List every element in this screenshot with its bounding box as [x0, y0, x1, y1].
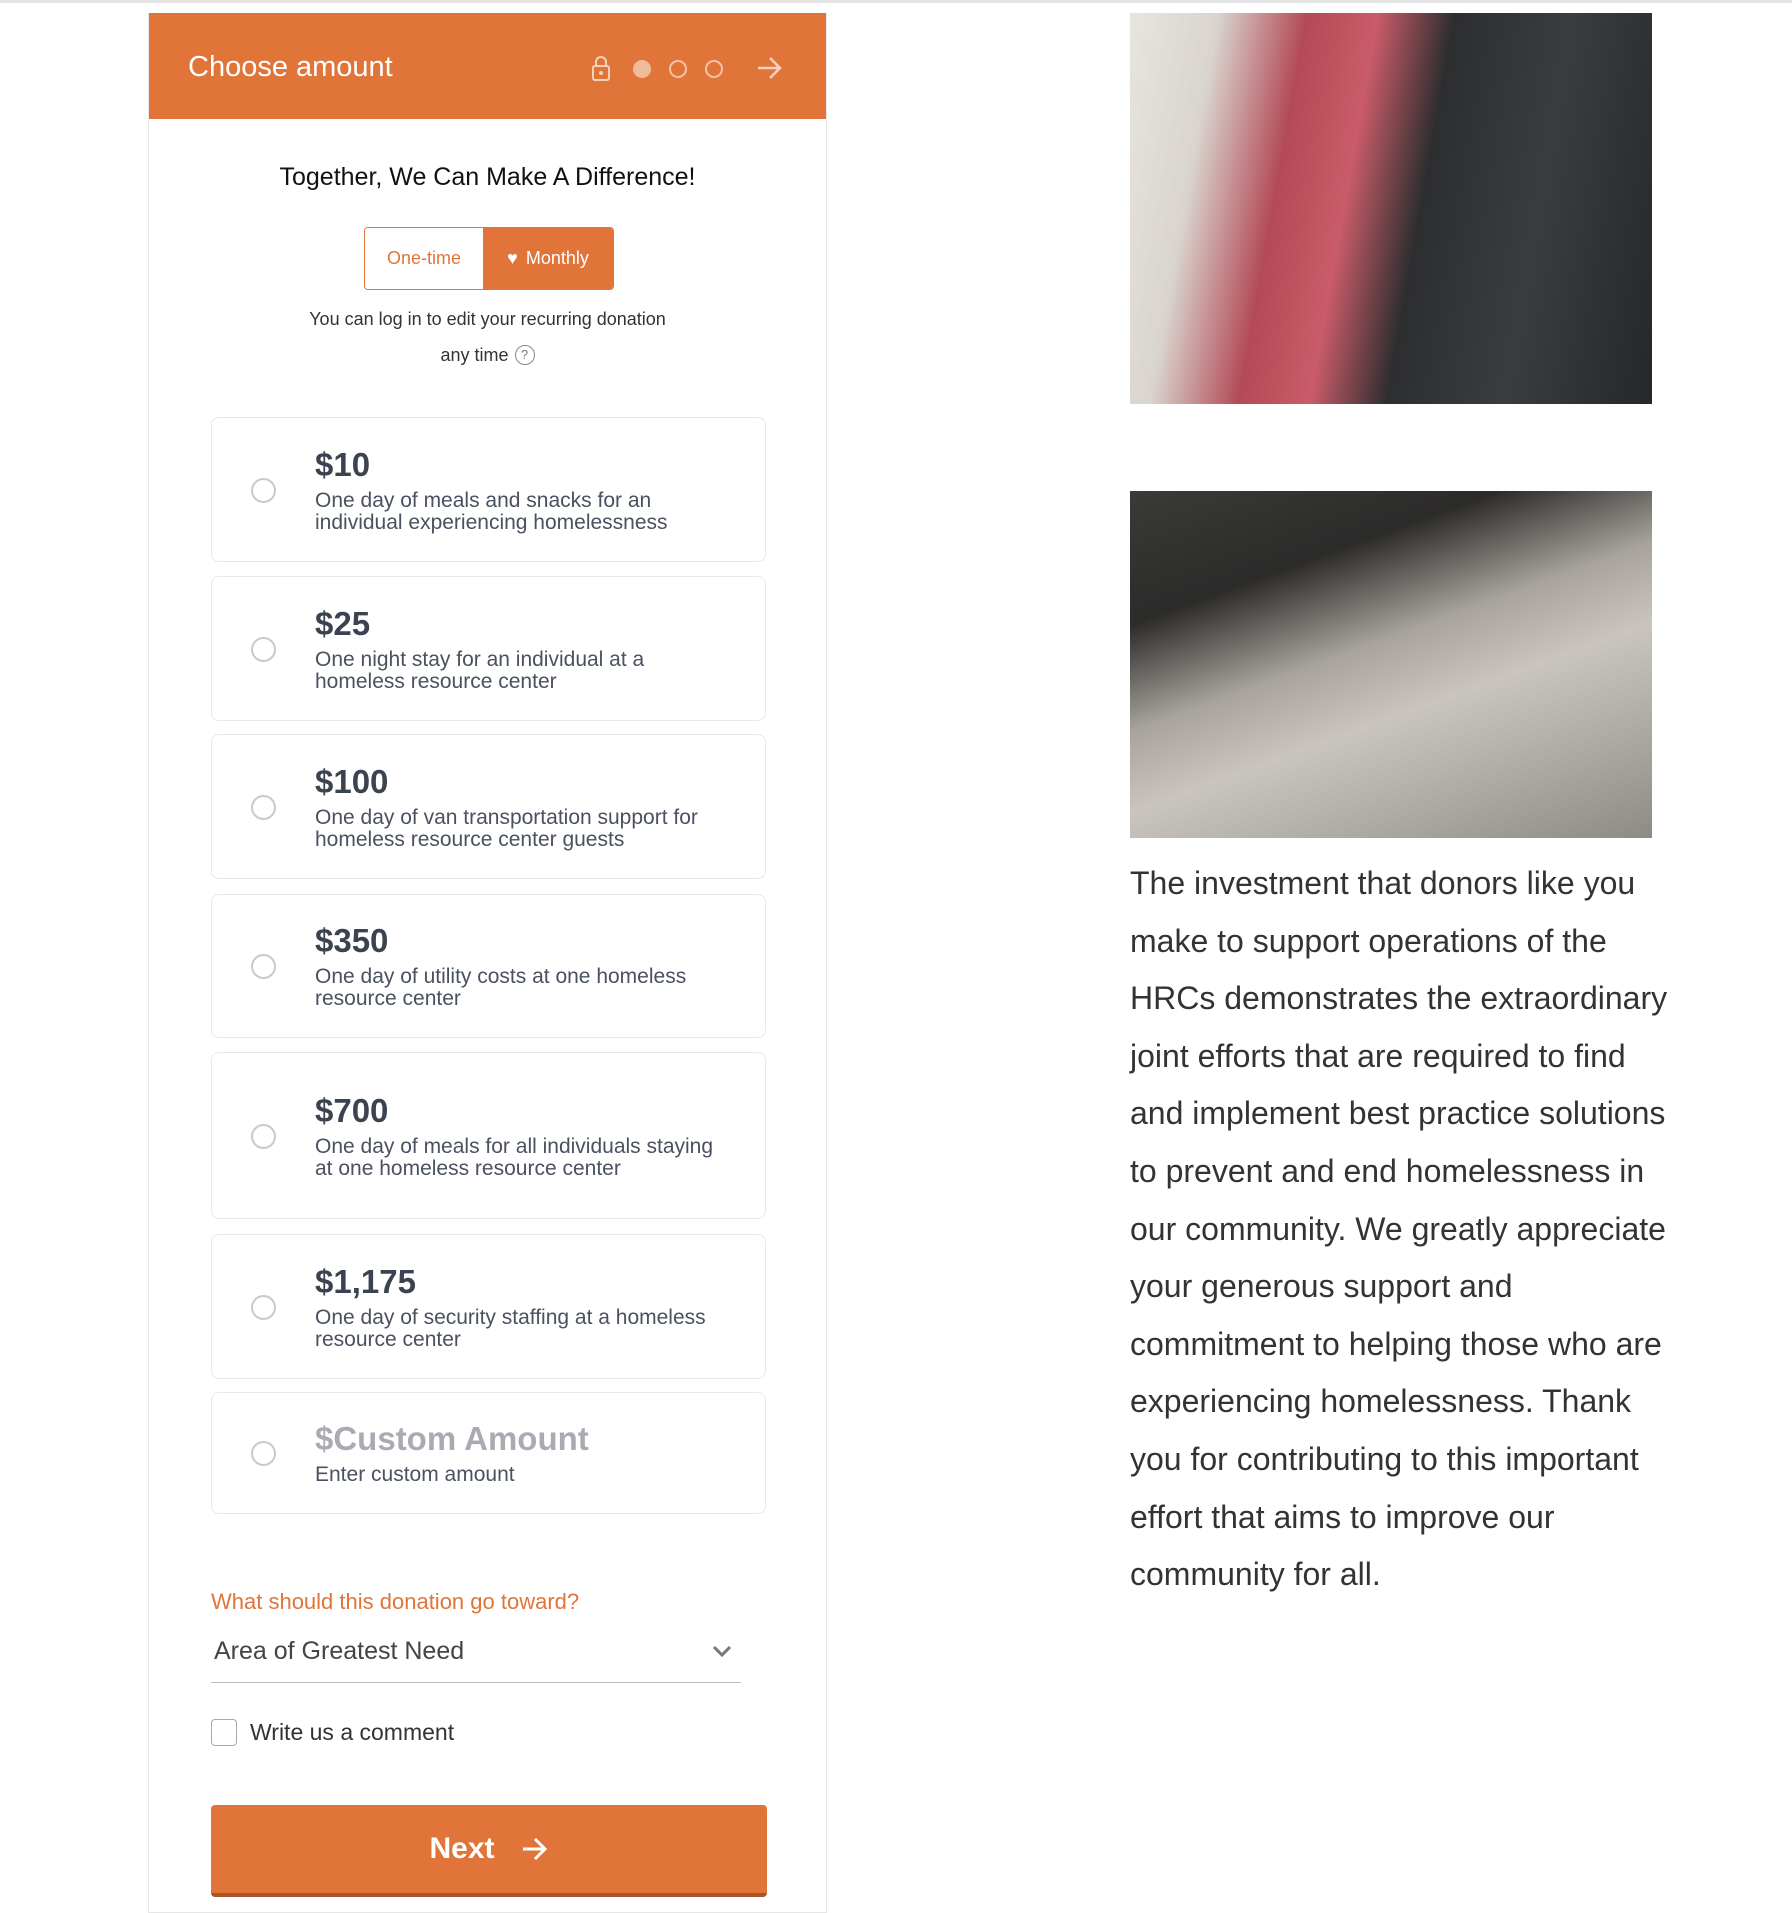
frequency-toggle: [364, 227, 614, 290]
impact-paragraph: The investment that donors like you make to support operations of the HRCs demonstrates the extraordinary joint efforts that are required to find and implement best practice solutions to prevent and end homelessness in our community. We greatly appreciate your generous support and commitment to helping those who are experiencing homelessness. Thank you for contributing to this important effort that aims to improve our community for all.: [1130, 865, 1668, 1593]
amount-option[interactable]: [211, 1052, 766, 1219]
help-line-2: any time: [440, 345, 509, 365]
designation-value: Area of Greatest Need: [214, 1637, 465, 1665]
custom-amount-option[interactable]: [211, 1392, 766, 1514]
help-question-icon[interactable]: ?: [515, 345, 535, 365]
option-description: One day of van transportation support for homeless resource center guests: [315, 805, 698, 851]
help-line-1: You can log in to edit your recurring donation: [309, 309, 666, 329]
option-amount: $350: [315, 922, 389, 959]
radio-button[interactable]: [251, 1124, 276, 1149]
amount-option[interactable]: [211, 734, 766, 879]
option-description: One day of security staffing at a homeless resource center: [315, 1305, 706, 1351]
designation-select[interactable]: [211, 1633, 741, 1683]
radio-button[interactable]: [251, 1441, 276, 1466]
recurring-help-text: [149, 301, 826, 373]
step-dot-2: [669, 60, 687, 78]
radio-button[interactable]: [251, 795, 276, 820]
amount-option[interactable]: [211, 576, 766, 721]
option-amount: $25: [315, 604, 371, 642]
step-dot-3: [705, 60, 723, 78]
amount-option[interactable]: [211, 417, 766, 562]
amount-option[interactable]: [211, 894, 766, 1038]
custom-amount-input[interactable]: $Custom Amount: [315, 1420, 589, 1457]
option-description: One night stay for an individual at a homeless resource center: [315, 647, 645, 693]
designation-label: What should this donation go toward?: [211, 1589, 580, 1614]
arrow-right-icon[interactable]: [756, 55, 784, 81]
option-description: One day of utility costs at one homeless resource center: [315, 965, 687, 1010]
monthly-label: Monthly: [525, 248, 589, 268]
photo-sandwich-preparation: [1130, 491, 1652, 838]
radio-button[interactable]: [251, 1295, 276, 1320]
next-label: Next: [429, 1832, 495, 1865]
option-description: One day of meals for all individuals staying at one homeless resource center: [315, 1134, 714, 1180]
amount-option[interactable]: [211, 1234, 766, 1379]
chevron-down-icon: [711, 1643, 733, 1659]
form-header: [149, 13, 826, 119]
option-amount: $1,175: [315, 1262, 416, 1300]
option-description: One day of meals and snacks for an individual experiencing homelessness: [315, 488, 668, 534]
radio-button[interactable]: [251, 478, 276, 503]
comment-checkbox[interactable]: [211, 1719, 237, 1746]
lock-icon: [591, 56, 611, 82]
step-dot-1: [633, 60, 651, 78]
donation-form-card: [148, 13, 827, 1913]
radio-button[interactable]: [251, 637, 276, 662]
comment-checkbox-label[interactable]: Write us a comment: [250, 1719, 455, 1745]
radio-button[interactable]: [251, 954, 276, 979]
form-title: Choose amount: [188, 51, 393, 83]
option-amount: $10: [315, 445, 371, 483]
photo-donated-coats: [1130, 13, 1652, 404]
option-amount: $700: [315, 1091, 389, 1129]
next-button[interactable]: [211, 1805, 767, 1897]
monthly-tab[interactable]: [483, 228, 613, 289]
option-description: Enter custom amount: [315, 1463, 515, 1486]
form-heading: Together, We Can Make A Difference!: [279, 163, 696, 191]
one-time-tab[interactable]: One-time: [365, 228, 483, 289]
heart-icon: ♥: [507, 248, 518, 268]
arrow-right-icon: [521, 1836, 549, 1862]
option-amount: $100: [315, 762, 389, 800]
